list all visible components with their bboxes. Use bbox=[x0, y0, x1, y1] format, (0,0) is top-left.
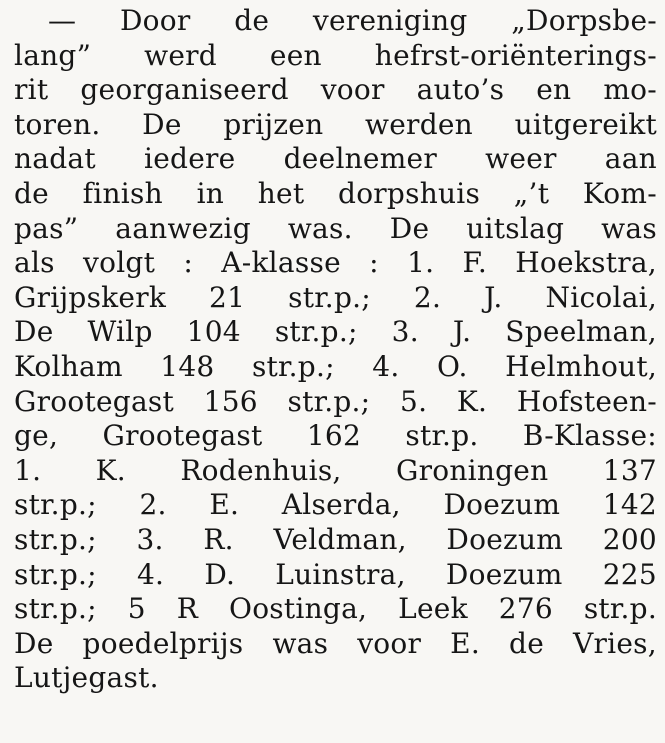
word: Luinstra, bbox=[275, 557, 406, 591]
word: R. bbox=[203, 522, 234, 556]
word: 2. bbox=[413, 280, 442, 314]
word: in bbox=[196, 176, 225, 210]
word: 104 bbox=[186, 315, 241, 349]
text-line bbox=[14, 73, 657, 108]
word: R bbox=[176, 592, 199, 626]
word: lang” bbox=[14, 38, 92, 72]
word: Veldman, bbox=[273, 522, 407, 556]
word: was. bbox=[287, 211, 353, 245]
word: was bbox=[601, 211, 657, 245]
word: mo- bbox=[603, 73, 657, 107]
text-line bbox=[14, 39, 657, 74]
word: rit bbox=[14, 73, 49, 107]
word: georganiseerd bbox=[80, 73, 289, 107]
word: Speelman, bbox=[505, 315, 657, 349]
word: werd bbox=[144, 38, 217, 72]
word: 276 bbox=[498, 592, 553, 626]
word: F. bbox=[462, 246, 488, 280]
word: E. bbox=[209, 488, 240, 522]
word: Lutjegast. bbox=[14, 661, 159, 695]
word: de bbox=[234, 4, 270, 37]
word: str.p.; bbox=[14, 488, 97, 522]
word: str.p. bbox=[583, 592, 657, 626]
word: Doezum bbox=[445, 557, 563, 591]
word: Grootegast bbox=[14, 384, 175, 418]
text-line bbox=[14, 523, 657, 558]
text-line bbox=[14, 488, 657, 523]
word: vereniging bbox=[312, 4, 468, 37]
word: D. bbox=[204, 557, 236, 591]
word: str.p.; bbox=[14, 557, 97, 591]
word: 1. bbox=[407, 246, 435, 280]
word: deelnemer bbox=[283, 142, 438, 176]
word: weer bbox=[485, 142, 557, 176]
text-line bbox=[14, 419, 657, 454]
word: toren. bbox=[14, 107, 101, 141]
word: Grootegast bbox=[102, 419, 263, 453]
word: dorpshuis bbox=[338, 176, 481, 210]
word: auto’s bbox=[416, 73, 505, 107]
word: str.p.; bbox=[287, 384, 371, 418]
word: K. bbox=[456, 384, 488, 418]
text-line bbox=[14, 281, 657, 316]
word: De bbox=[14, 315, 54, 349]
word: A-klasse bbox=[221, 246, 341, 280]
word: — bbox=[48, 4, 77, 37]
word: was bbox=[272, 626, 329, 660]
word: str.p.; bbox=[14, 522, 97, 556]
word: als bbox=[14, 246, 55, 280]
word: 4. bbox=[136, 557, 165, 591]
word: „’t bbox=[513, 176, 550, 210]
word: Kom- bbox=[582, 176, 657, 210]
word: Helmhout, bbox=[505, 349, 657, 383]
word: 162 bbox=[306, 419, 362, 453]
word: de bbox=[14, 176, 49, 210]
word: Hoekstra, bbox=[515, 246, 657, 280]
word: prijzen bbox=[223, 107, 324, 141]
word: 142 bbox=[602, 488, 657, 522]
word: Hofsteen- bbox=[516, 384, 657, 418]
text-line bbox=[14, 454, 657, 489]
word: Vries, bbox=[573, 626, 657, 660]
word: J. bbox=[452, 315, 472, 349]
word: Rodenhuis, bbox=[180, 453, 342, 487]
word: De bbox=[14, 626, 54, 660]
word: Alserda, bbox=[281, 488, 401, 522]
text-line bbox=[14, 212, 657, 247]
word: werden bbox=[365, 107, 473, 141]
word: voor bbox=[320, 73, 385, 107]
text-line bbox=[14, 142, 657, 177]
word: 148 bbox=[160, 349, 215, 383]
word: Kolham bbox=[14, 349, 123, 383]
word: Grijpskerk bbox=[14, 280, 167, 314]
word: ge, bbox=[14, 419, 59, 453]
word: een bbox=[269, 38, 322, 72]
word: 21 bbox=[209, 280, 246, 314]
word: 5. bbox=[400, 384, 428, 418]
text-line bbox=[14, 108, 657, 143]
word: 137 bbox=[602, 453, 657, 487]
word: uitslag bbox=[466, 211, 565, 245]
word: volgt bbox=[83, 246, 156, 280]
word: str.p.; bbox=[14, 592, 97, 626]
word: Doezum bbox=[443, 488, 561, 522]
word: 5 bbox=[127, 592, 146, 626]
text-line bbox=[14, 661, 657, 696]
word: Wilp bbox=[87, 315, 153, 349]
word: 4. bbox=[372, 349, 400, 383]
word: De bbox=[142, 107, 182, 141]
word: „Dorpsbe- bbox=[511, 4, 657, 37]
word: Doezum bbox=[446, 522, 564, 556]
text-line bbox=[14, 246, 657, 281]
word: Leek bbox=[398, 592, 468, 626]
text-line bbox=[14, 350, 657, 385]
word: E. bbox=[450, 626, 481, 660]
word: hefrst-oriënterings- bbox=[374, 38, 657, 72]
text-line bbox=[14, 558, 657, 593]
word: 156 bbox=[203, 384, 258, 418]
text-line bbox=[14, 627, 657, 662]
word: : bbox=[183, 246, 194, 280]
word: Door bbox=[119, 4, 191, 37]
word: iedere bbox=[144, 142, 236, 176]
word: 3. bbox=[391, 315, 419, 349]
text-line bbox=[14, 592, 657, 627]
word: Oostinga, bbox=[228, 592, 368, 626]
word: str.p. bbox=[405, 419, 479, 453]
word: 3. bbox=[136, 522, 164, 556]
word: B-Klasse: bbox=[522, 419, 657, 453]
word: aan bbox=[604, 142, 657, 176]
word: aanwezig bbox=[115, 211, 251, 245]
word: str.p.; bbox=[274, 315, 358, 349]
text-line bbox=[14, 385, 657, 420]
word: str.p.; bbox=[288, 280, 371, 314]
word: uitgereikt bbox=[514, 107, 657, 141]
text-line bbox=[14, 315, 657, 350]
word: pas” bbox=[14, 211, 79, 245]
word: Nicolai, bbox=[545, 280, 657, 314]
word: O. bbox=[436, 349, 468, 383]
word: 200 bbox=[602, 522, 657, 556]
word: finish bbox=[82, 176, 163, 210]
word: str.p.; bbox=[251, 349, 335, 383]
word: K. bbox=[95, 453, 126, 487]
word: nadat bbox=[14, 142, 96, 176]
word: de bbox=[509, 626, 545, 660]
word: 225 bbox=[602, 557, 657, 591]
word: het bbox=[257, 176, 305, 210]
word: 1. bbox=[14, 453, 42, 487]
word: voor bbox=[357, 626, 422, 660]
word: De bbox=[389, 211, 430, 245]
text-line bbox=[14, 4, 657, 39]
word: : bbox=[369, 246, 379, 280]
text-line bbox=[14, 177, 657, 212]
word: en bbox=[536, 73, 572, 107]
word: 2. bbox=[139, 488, 167, 522]
word: Groningen bbox=[395, 453, 549, 487]
word: J. bbox=[484, 280, 503, 314]
word: poedelprijs bbox=[82, 626, 244, 660]
